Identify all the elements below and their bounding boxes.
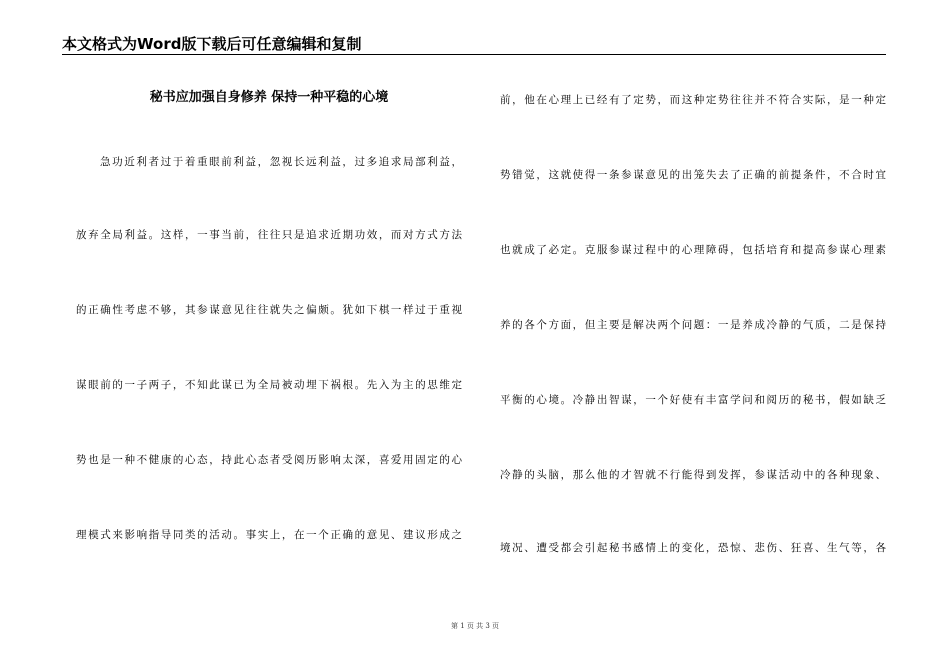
- paragraph-line: 前，他在心理上已经有了定势，而这种定势往往并不符合实际，是一种定: [500, 94, 886, 106]
- paragraph-line: 急功近利者过于着重眼前利益，忽视长远利益，过多追求局部利益，: [100, 156, 462, 168]
- document-title: 秘书应加强自身修养 保持一种平稳的心境: [149, 90, 389, 105]
- page-header-title: 本文格式为Word版下载后可任意编辑和复制: [62, 35, 362, 53]
- paragraph-line: 理模式来影响指导同类的活动。事实上，在一个正确的意见、建议形成之: [76, 529, 462, 541]
- paragraph-line: 势错觉，这就使得一条参谋意见的出笼失去了正确的前提条件，不合时宜: [500, 169, 886, 181]
- paragraph-line: 放弃全局利益。这样，一事当前，往往只是追求近期功效，而对方式方法: [76, 229, 462, 241]
- paragraph-line: 谋眼前的一子两子，不知此谋已为全局被动埋下祸根。先入为主的思维定: [76, 379, 462, 391]
- paragraph-line: 养的各个方面，但主要是解决两个问题：一是养成冷静的气质，二是保持: [500, 319, 886, 331]
- paragraph-line: 冷静的头脑，那么他的才智就不行能得到发挥，参谋活动中的各种现象、: [500, 469, 886, 481]
- paragraph-line: 境况、遭受都会引起秘书感情上的变化，恐惊、悲伤、狂喜、生气等，各: [500, 542, 886, 554]
- paragraph-line: 也就成了必定。克服参谋过程中的心理障碍，包括培育和提高参谋心理素: [500, 244, 886, 256]
- paragraph-line: 势也是一种不健康的心态，持此心态者受阅历影响太深，喜爱用固定的心: [76, 454, 462, 466]
- paragraph-line: 平衡的心境。冷静出智谋，一个好使有丰富学问和阅历的秘书，假如缺乏: [500, 394, 886, 406]
- header-divider: [62, 54, 886, 55]
- page-number: 第 1 页 共 3 页: [450, 622, 500, 630]
- paragraph-line: 的正确性考虑不够，其参谋意见往往就失之偏颇。犹如下棋一样过于重视: [76, 304, 462, 316]
